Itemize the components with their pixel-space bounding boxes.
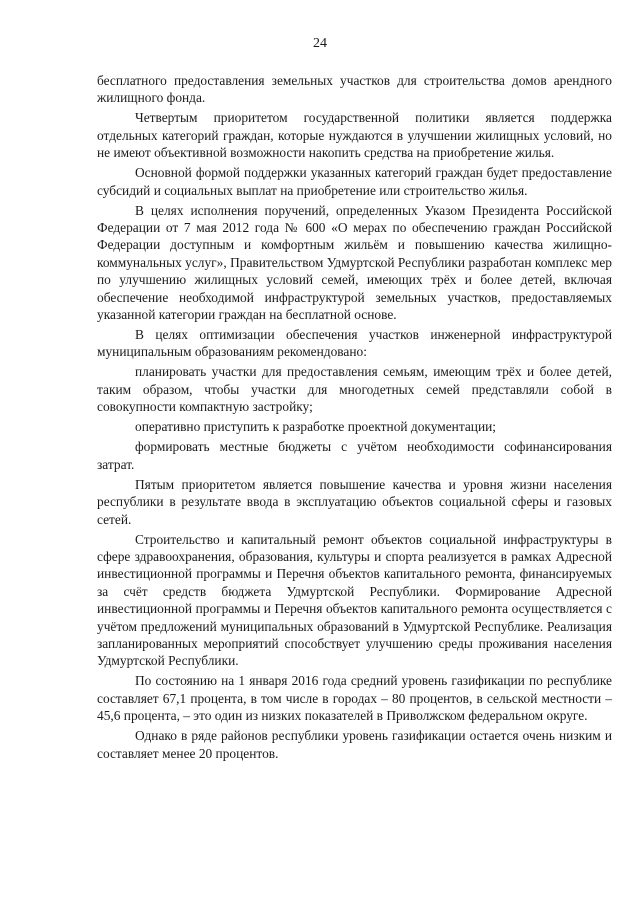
document-body — [97, 72, 612, 765]
paragraph: Пятым приоритетом является повышение качества и уровня жизни населения республики в результате ввода в эксплуатацию объектов социальной сферы и газовых сетей. — [97, 476, 612, 527]
paragraph: оперативно приступить к разработке проектной документации; — [135, 419, 497, 435]
paragraph: формировать местные бюджеты с учётом необходимости софинансирования затрат. — [97, 439, 612, 472]
paragraph: бесплатного предоставления земельных участков для строительства домов арендного жилищного фонда. — [97, 73, 612, 106]
paragraph: В целях исполнения поручений, определенных Указом Президента Российской Федерации от 7 мая 2012 года № 600 «О мерах по обеспечению граждан Российской Федерации доступным и комфортным жильём и повышению качества жилищно-коммунальных услуг», Правительством Удмуртской Республики разработан комплекс мер по улучшению жилищных условий семей, имеющих трёх и более детей, включая обеспечение необходимой инфраструктурой земельных участков, предоставляемых указанной категории граждан на бесплатной основе. — [97, 202, 612, 323]
paragraph: Строительство и капитальный ремонт объектов социальной инфраструктуры в сфере здравоохранения, образования, культуры и спорта реализуется в рамках Адресной инвестиционной программы и Перечня объектов капитального ремонта, финансируемых за счёт средств бюджета Удмуртской Республики. Формирование Адресной инвестиционной программы и Перечня объектов капитального ремонта осуществляется с учётом предложений муниципальных образований в Удмуртской Республике. Реализация запланированных мероприятий способствует улучшению среды проживания населения Удмуртской Республики. — [97, 531, 612, 669]
page-number: 24 — [313, 36, 327, 51]
paragraph: В целях оптимизации обеспечения участков инженерной инфраструктурой муниципальным образованиям рекомендовано: — [97, 327, 612, 360]
paragraph: Четвертым приоритетом государственной политики является поддержка отдельных категорий граждан, которые нуждаются в улучшении жилищных условий, но не имеют объективной возможности накопить средства на приобретение жилья. — [97, 110, 612, 161]
paragraph: Однако в ряде районов республики уровень газификации остается очень низким и составляет менее 20 процентов. — [97, 728, 612, 761]
paragraph: Основной формой поддержки указанных категорий граждан будет предоставление субсидий и социальных выплат на приобретение или строительство жилья. — [97, 165, 612, 198]
paragraph: По состоянию на 1 января 2016 года средний уровень газификации по республике составляет 67,1 процента, в том числе в городах – 80 процентов, в сельской местности – 45,6 процента, – это один из низких показателей в Приволжском федеральном округе. — [97, 673, 612, 724]
paragraph: планировать участки для предоставления семьям, имеющим трёх и более детей, таким образом, чтобы участки для многодетных семей представляли собой в совокупности компактную застройку; — [97, 364, 612, 415]
